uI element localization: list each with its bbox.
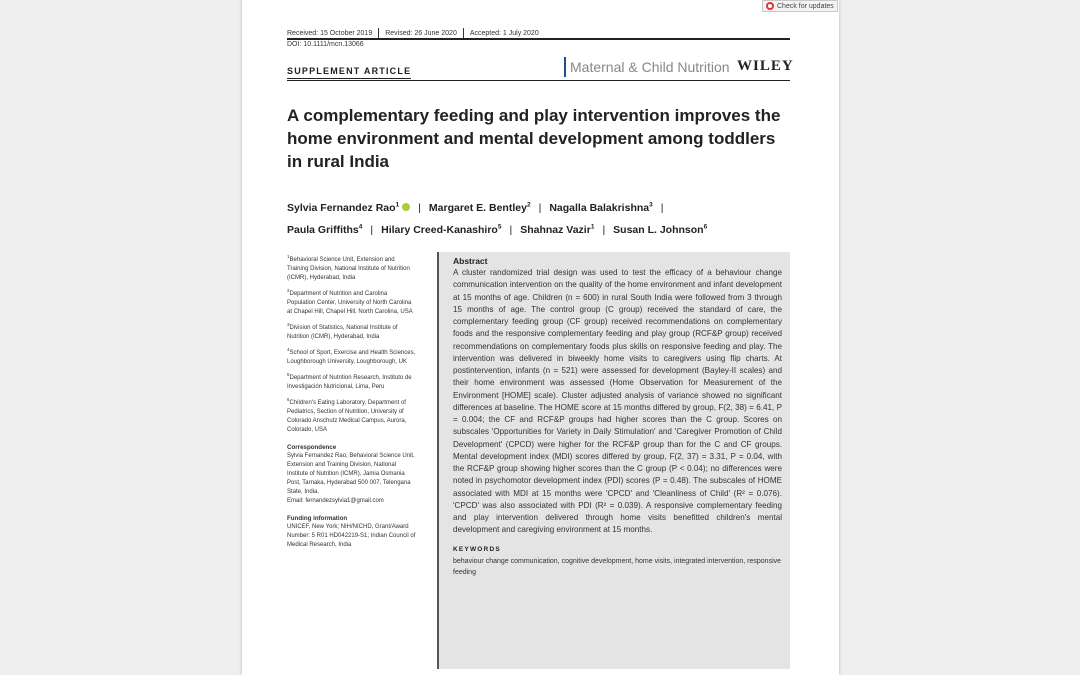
affiliation: $^2$Department of Nutrition and Carolina Population Center, University of North Carolina at Chapel Hill, Chapel Hill, North Carolina, USA: [287, 288, 413, 315]
article-type: SUPPLEMENT ARTICLE: [287, 66, 411, 79]
affiliation: $^4$School of Sport, Exercise and Health Sciences, Loughborough University, Loughborough, UK: [287, 347, 416, 365]
received-date: Received: 15 October 2019: [287, 29, 373, 37]
check-for-updates-button[interactable]: [762, 0, 838, 12]
article-dates: [287, 28, 539, 38]
funding-heading: Funding information: [287, 515, 348, 522]
article-title: A complementary feeding and play intervention improves the home environment and mental development among toddlers in rural India: [287, 106, 781, 171]
affiliation: $^1$Behavioral Science Unit, Extension and Training Division, National Institute of Nutrition (ICMR), Hyderabad, India: [287, 254, 410, 281]
author-name[interactable]: Hilary Creed-Kanashiro$^5$: [381, 223, 502, 236]
crossmark-icon: [766, 2, 774, 10]
author-name[interactable]: Susan L. Johnson$^6$: [613, 223, 708, 236]
author-name[interactable]: Shahnaz Vazir$^1$: [520, 223, 595, 236]
orcid-icon[interactable]: [402, 203, 410, 211]
abstract-heading: Abstract: [453, 256, 488, 266]
abstract-text: A cluster randomized trial design was used to test the efficacy of a behaviour change communication intervention on the quality of the home environment and infant development at 15 months of age. Children (n = 600) in rural South India were followed from 3 through 15 months of age. The control group (C group) received the standard of care, the complementary feeding group (CF group) received recommendations on complementary foods and the responsive complementary feeding and play group (RCF&P group) received recommendations on complementary foods plus skills on responsive feeding and play. The intervention was delivered in biweekly home visits to caregivers using flip charts. At postintervention, infants (n = 521) were assessed for development (Bayley-II scales) and their home environment was assessed (Home Observation for Measurement of the Environment [HOME] scale). Cluster adjusted analysis of variance showed no significant differences at baseline. The HOME score at 15 months differed by group, F(2, 38) = 6.41, P = 0.004; the CF and RCF&P groups had higher scores than the C group. Scores on subscales 'Opportunities for Variety in Daily Stimulation' and 'Caregiver Promotion of Child Development' (CPCD) were higher for the RCF&P group than for the C and CF groups. Mental development index (MDI) scores differed by group, F(2, 37) = 3.31, P = 0.04, with the RCF&P group showing higher scores than the C group (P < 0.04); no differences were noted in psychomotor development index (PDI) scores (P = 0.48). The subscales of HOME associated with MDI at 15 months were 'CPCD' and 'Cleanliness of Child' (R² = 0.076). 'CPCD' was also associated with PDI (R² = 0.039). A responsive complementary feeding and play intervention delivered through home visits benefitted children's mental development and caregiving environment at 15 months.: [453, 268, 782, 535]
affiliation: $^5$Department of Nutrition Research, Instituto de Investigación Nutricional, Lima, Peru: [287, 372, 412, 390]
author-list: Sylvia Fernandez Rao$^1$ | Margaret E. Bentley$^2$ | Nagalla Balakrishna$^3$ | Paula Griffiths$^4$ | Hilary Creed-Kanashiro$^5$ | Shahnaz Vazir$^1$ | Susan L. Johnson$^6$: [287, 201, 708, 236]
author-name[interactable]: Paula Griffiths$^4$: [287, 223, 363, 236]
author-name[interactable]: Nagalla Balakrishna$^3$: [549, 201, 653, 214]
date-separator: [463, 28, 464, 38]
publisher-logo: WILEY: [737, 58, 794, 74]
affiliations-column: [287, 252, 417, 550]
affiliation: $^6$Children's Eating Laboratory, Department of Pediatrics, Section of Nutrition, University of Colorado Anschutz Medical Campus, Aurora, Colorado, USA: [287, 397, 407, 433]
funding-text: UNICEF, New York; NIH/NICHD, Grant/Award Number: 5 R01 HD042219-S1; Indian Council of Medical Research, India: [287, 524, 416, 548]
author-name[interactable]: Margaret E. Bentley$^2$: [428, 201, 531, 214]
journal-name: Maternal & Child Nutrition: [564, 57, 729, 77]
correspondence-email[interactable]: Email: fernandezsylvia1@gmail.com: [287, 498, 384, 504]
accepted-date: Accepted: 1 July 2020: [469, 29, 539, 37]
date-separator: [378, 28, 379, 38]
header-rule: [287, 38, 790, 40]
masthead-rule: [287, 80, 790, 81]
revised-date: Revised: 26 June 2020: [385, 29, 457, 37]
affiliation: $^3$Division of Statistics, National Institute of Nutrition (ICMR), Hyderabad, India: [287, 322, 398, 340]
keywords-heading: KEYWORDS: [453, 545, 501, 553]
author-name[interactable]: Sylvia Fernandez Rao$^1$: [287, 201, 400, 214]
check-for-updates-label: Check for updates: [777, 2, 834, 10]
abstract-box: [437, 252, 790, 669]
correspondence-text: Sylvia Fernandez Rao, Behavioral Science Unit, Extension and Training Division, National Institute of Nutrition (ICMR), Jamia Osmania Post, Tarnaka, Hyderabad 500 007, Telengana State, India.: [287, 453, 415, 495]
doi[interactable]: DOI: 10.1111/mcn.13066: [287, 41, 364, 48]
correspondence-heading: Correspondence: [287, 444, 337, 451]
keywords-text: behaviour change communication, cognitive development, home visits, integrated intervention, responsive feeding: [453, 557, 782, 576]
